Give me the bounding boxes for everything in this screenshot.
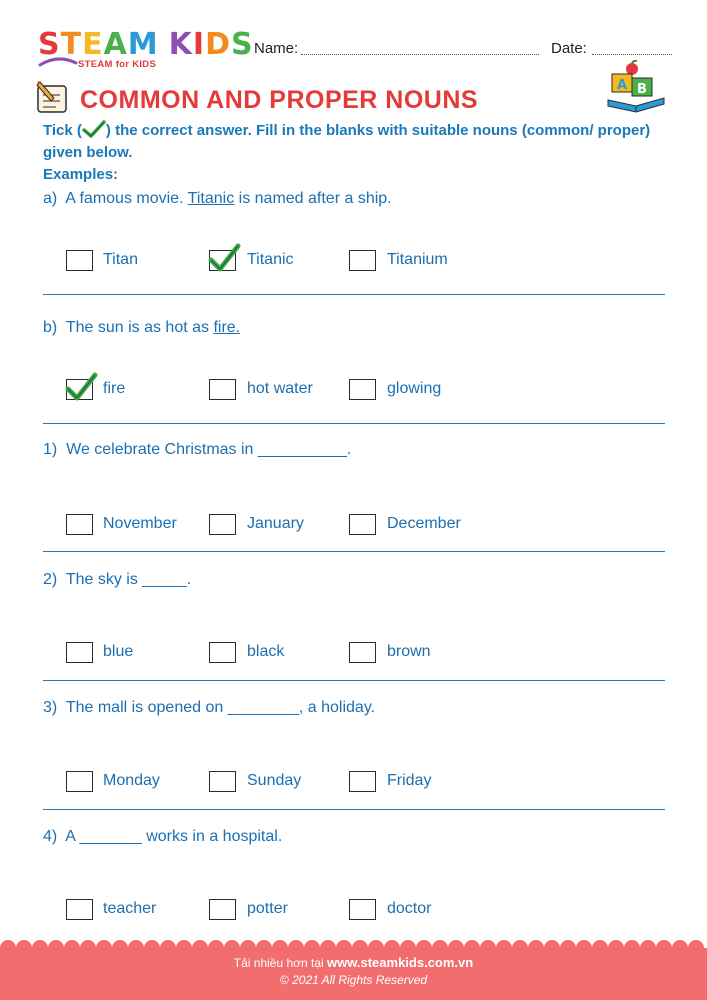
question-divider	[43, 680, 665, 681]
name-label: Name:	[254, 40, 299, 57]
answer-checkbox[interactable]	[209, 642, 236, 663]
answer-checkbox[interactable]	[209, 379, 236, 400]
answer-checkbox[interactable]	[66, 250, 93, 271]
answer-option-label: Titan	[103, 251, 138, 268]
answer-option-label: potter	[247, 900, 288, 917]
answer-option-label: black	[247, 643, 285, 660]
question-number: 3)	[43, 699, 66, 716]
logo-letter: A	[103, 27, 128, 62]
answer-checkbox[interactable]	[349, 771, 376, 792]
question-text	[43, 190, 392, 208]
answer-checkbox[interactable]	[66, 642, 93, 663]
answer-checkbox[interactable]	[349, 899, 376, 920]
question-text	[43, 319, 240, 337]
answer-option-label: fire	[103, 380, 126, 397]
answer-checkbox[interactable]	[349, 250, 376, 271]
question-sentence: A famous movie.	[65, 190, 188, 207]
question-number: 2)	[43, 571, 66, 588]
logo-letter: K	[168, 27, 193, 62]
date-field[interactable]	[592, 53, 672, 55]
answer-option-label: November	[103, 515, 177, 532]
question-divider	[43, 551, 665, 552]
answer-checkbox[interactable]	[209, 514, 236, 535]
answer-option-label: Titanium	[387, 251, 448, 268]
question-number: b)	[43, 319, 66, 336]
logo-letter: D	[205, 27, 231, 62]
question-divider	[43, 294, 665, 295]
tick-icon	[207, 243, 241, 273]
svg-text:B: B	[637, 82, 647, 97]
tick-icon	[64, 372, 98, 402]
svg-text:A: A	[617, 78, 628, 93]
worksheet-pencil-icon	[34, 80, 74, 116]
instructions	[43, 120, 683, 164]
instruction-part1: Tick (	[43, 122, 82, 139]
question-text	[43, 828, 282, 846]
question-text	[43, 699, 375, 717]
answer-checkbox[interactable]	[66, 514, 93, 535]
answer-option-label: doctor	[387, 900, 432, 917]
answer-option-label: December	[387, 515, 461, 532]
logo-letter: S	[230, 27, 254, 62]
logo-swoosh-icon	[38, 56, 78, 68]
logo-tagline: STEAM for KIDS	[78, 59, 157, 70]
answer-checkbox[interactable]	[66, 379, 93, 400]
name-field[interactable]	[301, 53, 539, 55]
question-number: 4)	[43, 828, 66, 845]
footer-site-link[interactable]: www.steamkids.com.vn	[327, 955, 474, 970]
examples-label: Examples:	[43, 166, 119, 183]
question-divider	[43, 423, 665, 424]
question-sentence: The mall is opened on ________, a holiday.	[65, 699, 376, 716]
answer-option-label: Friday	[387, 772, 432, 789]
answer-checkbox[interactable]	[66, 899, 93, 920]
answer-checkbox[interactable]	[66, 771, 93, 792]
footer-more-text: Tải nhiều hơn tại	[233, 956, 328, 970]
question-number: 1)	[43, 441, 67, 458]
answer-option-label: Titanic	[247, 251, 294, 268]
answer-checkbox[interactable]	[349, 642, 376, 663]
question-text	[43, 571, 191, 589]
answer-checkbox[interactable]	[349, 379, 376, 400]
question-text	[43, 441, 351, 459]
checkmark-icon	[82, 120, 106, 138]
logo-letter: E	[82, 27, 104, 62]
footer-download-text	[0, 955, 707, 970]
logo-letter: I	[192, 27, 206, 62]
question-divider	[43, 809, 665, 810]
page-title: COMMON AND PROPER NOUNS	[80, 86, 479, 114]
answer-option-label: Monday	[103, 772, 160, 789]
answer-checkbox[interactable]	[349, 514, 376, 535]
footer-copyright: © 2021 All Rights Reserved	[279, 973, 428, 987]
logo-letter: S	[38, 27, 61, 62]
answer-checkbox[interactable]	[209, 250, 236, 271]
instruction-part2: ) the correct answer. Fill in the blanks with suitable nouns (common/ proper) given below.	[43, 122, 651, 161]
question-sentence: The sun is as hot as	[65, 319, 214, 336]
answer-option-label: brown	[387, 643, 431, 660]
answer-underlined: fire.	[213, 319, 241, 336]
answer-option-label: January	[247, 515, 304, 532]
answer-option-label: teacher	[103, 900, 157, 917]
answer-checkbox[interactable]	[209, 899, 236, 920]
question-sentence: We celebrate Christmas in __________.	[66, 441, 352, 458]
answer-option-label: hot water	[247, 380, 313, 397]
answer-underlined: Titanic	[187, 190, 235, 207]
answer-option-label: glowing	[387, 380, 442, 397]
question-sentence: The sky is _____.	[65, 571, 192, 588]
answer-option-label: Sunday	[247, 772, 302, 789]
date-label: Date:	[551, 40, 587, 57]
question-number: a)	[43, 190, 66, 207]
abc-books-icon	[606, 60, 666, 114]
logo-letter: T	[60, 27, 83, 62]
logo-letter: M	[127, 27, 159, 62]
answer-option-label: blue	[103, 643, 134, 660]
answer-checkbox[interactable]	[209, 771, 236, 792]
question-sentence: A _______ works in a hospital.	[65, 828, 283, 845]
question-sentence-end: is named after a ship.	[234, 190, 392, 207]
